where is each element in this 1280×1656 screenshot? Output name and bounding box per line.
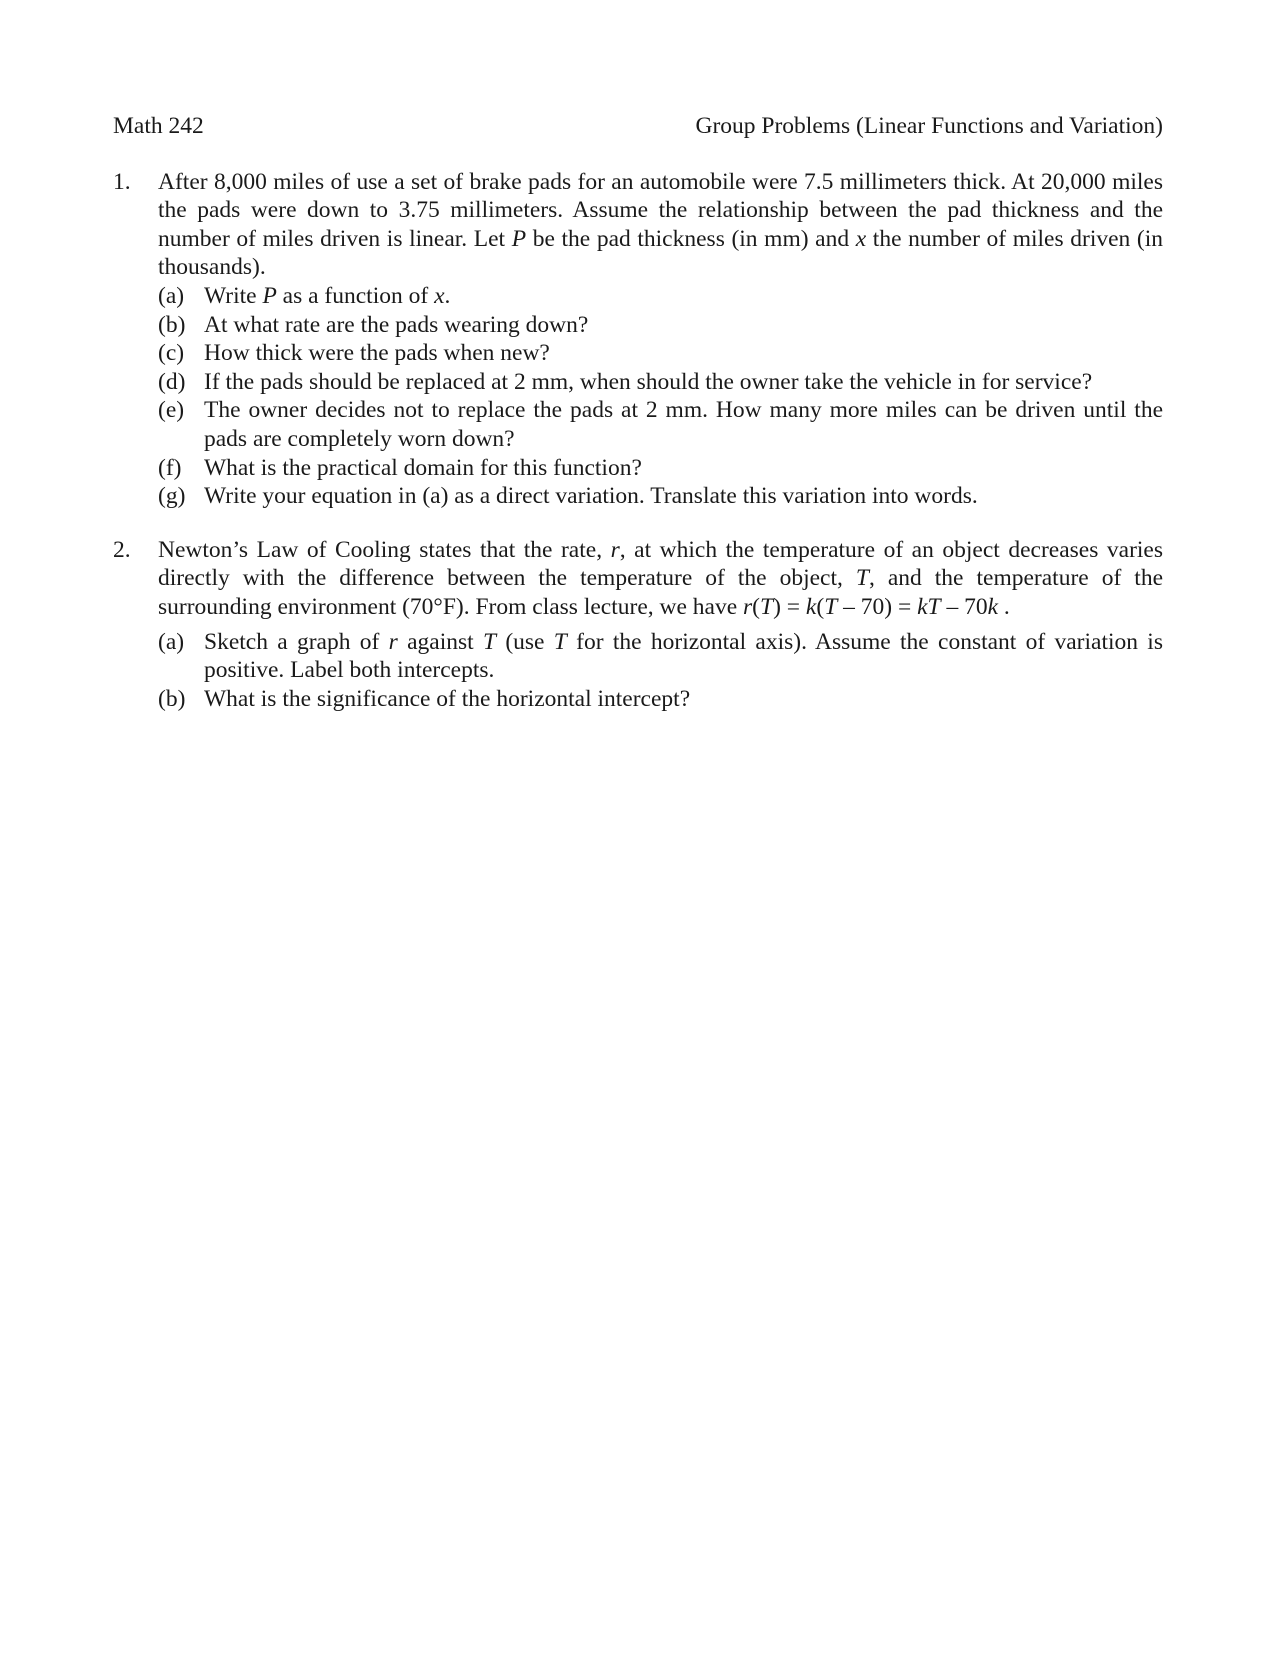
problem-2-parts — [158, 628, 1163, 714]
worksheet-page — [113, 112, 1163, 713]
part-text: At what rate are the pads wearing down? — [204, 311, 589, 338]
problem-1-parts — [158, 282, 1163, 511]
part-label: (d) — [158, 368, 186, 395]
worksheet-title: Group Problems (Linear Functions and Variation) — [695, 113, 1163, 139]
part-label: (b) — [158, 685, 186, 712]
part-label: (a) — [158, 282, 185, 309]
part-text: What is the significance of the horizontal intercept? — [204, 685, 691, 712]
part-label: (c) — [158, 340, 185, 367]
problem-1-stem: After 8,000 miles of use a set of brake pads for an automobile were 7.5 millimeters thick. At 20,000 miles the pads were down to 3.75 millimeters. Assume the relationship between the pad thickness and the number of miles driven is linear. Let P be the pad thickness (in mm) and x the number of miles driven (in thousands). — [158, 168, 1164, 281]
problem-2-stem: Newton’s Law of Cooling states that the rate, r, at which the temperature of an object decreases varies directly with the difference between the temperature of the object, T, and the temperature of the surrounding environment (70°F). From class lecture, we have r(T) = k(T – 70) = kT – 70k . — [158, 536, 1163, 620]
part-1e — [158, 396, 1163, 453]
part-label: (e) — [158, 397, 185, 424]
problem-number: 1. — [113, 168, 131, 195]
problem-2 — [113, 536, 1163, 714]
part-1f — [158, 454, 1163, 483]
cooling-formula: r(T) = k(T – 70) = kT – 70k — [743, 593, 999, 620]
part-1d — [158, 368, 1163, 397]
part-text: What is the practical domain for this function? — [204, 454, 642, 481]
course-name: Math 242 — [113, 113, 204, 139]
part-1a: (a) Write P as a function of x. — [158, 282, 451, 309]
part-text: The owner decides not to replace the pads at 2 mm. How many more miles can be driven until the pads are completely worn down? — [204, 397, 1163, 452]
part-text: How thick were the pads when new? — [204, 340, 550, 367]
part-2a: (a) Sketch a graph of r against T (use T for the horizontal axis). Assume the constant of variation is positive. Label both intercepts. — [158, 628, 1163, 684]
part-label: (g) — [158, 483, 186, 510]
part-2b — [158, 685, 1163, 714]
part-1b — [158, 311, 1163, 340]
part-1g — [158, 482, 1163, 511]
part-text: If the pads should be replaced at 2 mm, when should the owner take the vehicle in for service? — [204, 368, 1093, 395]
problem-1 — [113, 168, 1163, 511]
part-label: (f) — [158, 454, 182, 481]
problem-number: 2. — [113, 536, 131, 563]
page-header — [113, 112, 1163, 141]
part-label: (a) — [158, 628, 185, 655]
part-1c — [158, 339, 1163, 368]
part-text: Write your equation in (a) as a direct variation. Translate this variation into words. — [204, 483, 978, 510]
part-label: (b) — [158, 311, 186, 338]
